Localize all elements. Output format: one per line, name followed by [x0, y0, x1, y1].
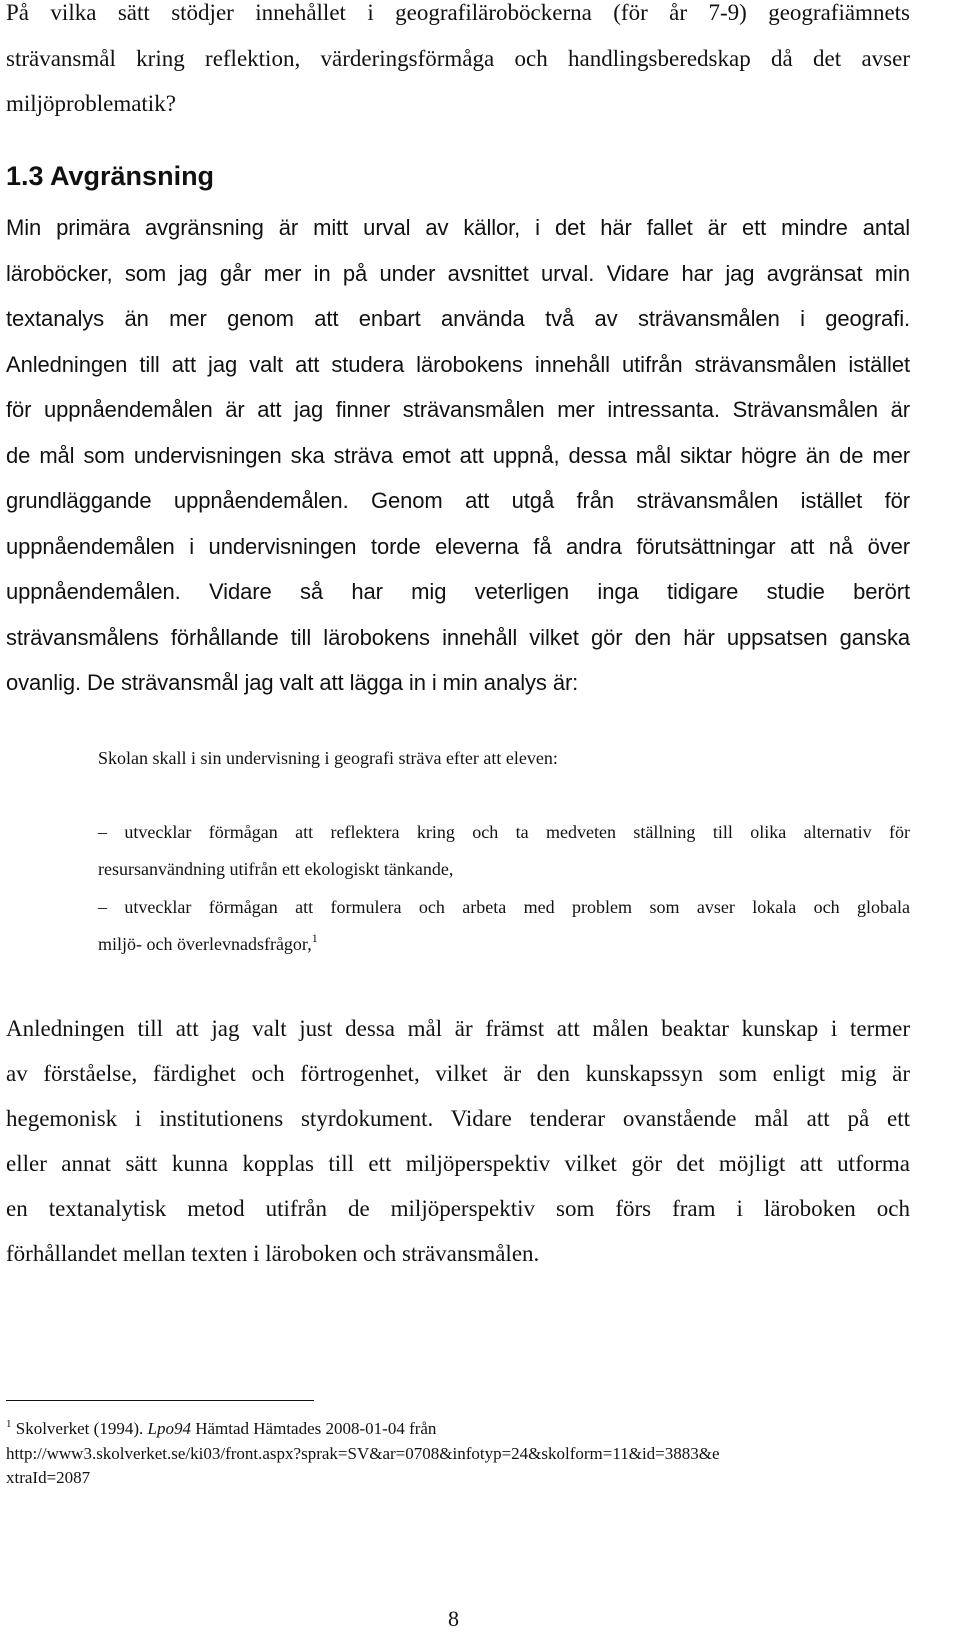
page-number: 8	[448, 1606, 459, 1631]
paragraph-1-line-3: textanalys än mer genom att enbart använda två av strävansmålen i geografi.	[6, 306, 910, 331]
footnote-url-line-1[interactable]: http://www3.skolverket.se/ki03/front.aspx?sprak=SV&ar=0708&infotyp=24&skolform=11&id=3883&e	[6, 1444, 720, 1463]
paragraph-1-line-4: Anledningen till att jag valt att studera lärobokens innehåll utifrån strävansmålen istället	[6, 352, 910, 377]
paragraph-1-line-6: de mål som undervisningen ska sträva emot att uppnå, dessa mål siktar högre än de mer	[6, 443, 910, 468]
intro-question-line-1: På vilka sätt stödjer innehållet i geografiläroböckerna (för år 7-9) geografiämnets	[6, 0, 910, 25]
paragraph-2-line-3: hegemonisk i institutionens styrdokument. Vidare tenderar ovanstående mål att på ett	[6, 1106, 910, 1131]
footnote-separator	[6, 1400, 314, 1401]
footnote-line-1	[6, 1418, 436, 1440]
paragraph-2-line-1: Anledningen till att jag valt just dessa mål är främst att målen beaktar kunskap i termer	[6, 1016, 910, 1041]
footnote-url-line-2[interactable]: xtraId=2087	[6, 1468, 91, 1487]
paragraph-1-line-9: uppnåendemålen. Vidare så har mig veterligen inga tidigare studie berört	[6, 579, 910, 604]
paragraph-1-line-2: läroböcker, som jag går mer in på under avsnittet urval. Vidare har jag avgränsat min	[6, 261, 910, 286]
intro-question-line-2: strävansmål kring reflektion, värderingsförmåga och handlingsberedskap då det avser	[6, 46, 910, 71]
section-heading: 1.3 Avgränsning	[6, 161, 215, 191]
goal-1-line-2: resursanvändning utifrån ett ekologiskt tänkande,	[98, 859, 454, 879]
paragraph-2-line-6: förhållandet mellan texten i läroboken och strävansmålen.	[6, 1241, 540, 1266]
footnote-number: 1	[6, 1418, 12, 1430]
intro-question-line-3: miljöproblematik?	[6, 91, 176, 116]
paragraph-1-line-7: grundläggande uppnåendemålen. Genom att utgå från strävansmålen istället för	[6, 488, 910, 513]
paragraph-1-line-8: uppnåendemålen i undervisningen torde eleverna få andra förutsättningar att nå över	[6, 534, 910, 559]
paragraph-1-line-10: strävansmålens förhållande till lärobokens innehåll vilket gör den här uppsatsen ganska	[6, 625, 910, 650]
paragraph-1-line-11: ovanlig. De strävansmål jag valt att lägga in i min analys är:	[6, 670, 579, 695]
footnote-reference[interactable]: 1	[311, 931, 318, 945]
paragraph-2-line-4: eller annat sätt kunna kopplas till ett miljöperspektiv vilket gör det möjligt att utforma	[6, 1151, 910, 1176]
paragraph-2-line-5: en textanalytisk metod utifrån de miljöperspektiv som förs fram i läroboken och	[6, 1196, 910, 1221]
footnote-retrieved-text: Hämtad Hämtades 2008-01-04 från	[190, 1419, 437, 1438]
paragraph-1-line-1: Min primära avgränsning är mitt urval av källor, i det här fallet är ett mindre antal	[6, 215, 910, 240]
paragraph-2-line-2: av förståelse, färdighet och förtrogenhet, vilket är den kunskapssyn som enligt mig är	[6, 1061, 910, 1086]
footnote-title: Lpo94	[147, 1419, 191, 1438]
quote-intro: Skolan skall i sin undervisning i geografi sträva efter att eleven:	[98, 748, 558, 768]
paragraph-1-line-5: för uppnåendemålen är att jag finner strävansmålen mer intressanta. Strävansmålen är	[6, 397, 910, 422]
goal-2-text: miljö- och överlevnadsfrågor,	[98, 934, 312, 954]
goal-2-line-1: – utvecklar förmågan att formulera och arbeta med problem som avser lokala och globala	[98, 897, 910, 917]
footnote-source-text: Skolverket (1994).	[11, 1419, 148, 1438]
goal-1-line-1: – utvecklar förmågan att reflektera kring och ta medveten ställning till olika alternativ för	[98, 822, 910, 842]
goal-2-line-2	[98, 932, 318, 956]
